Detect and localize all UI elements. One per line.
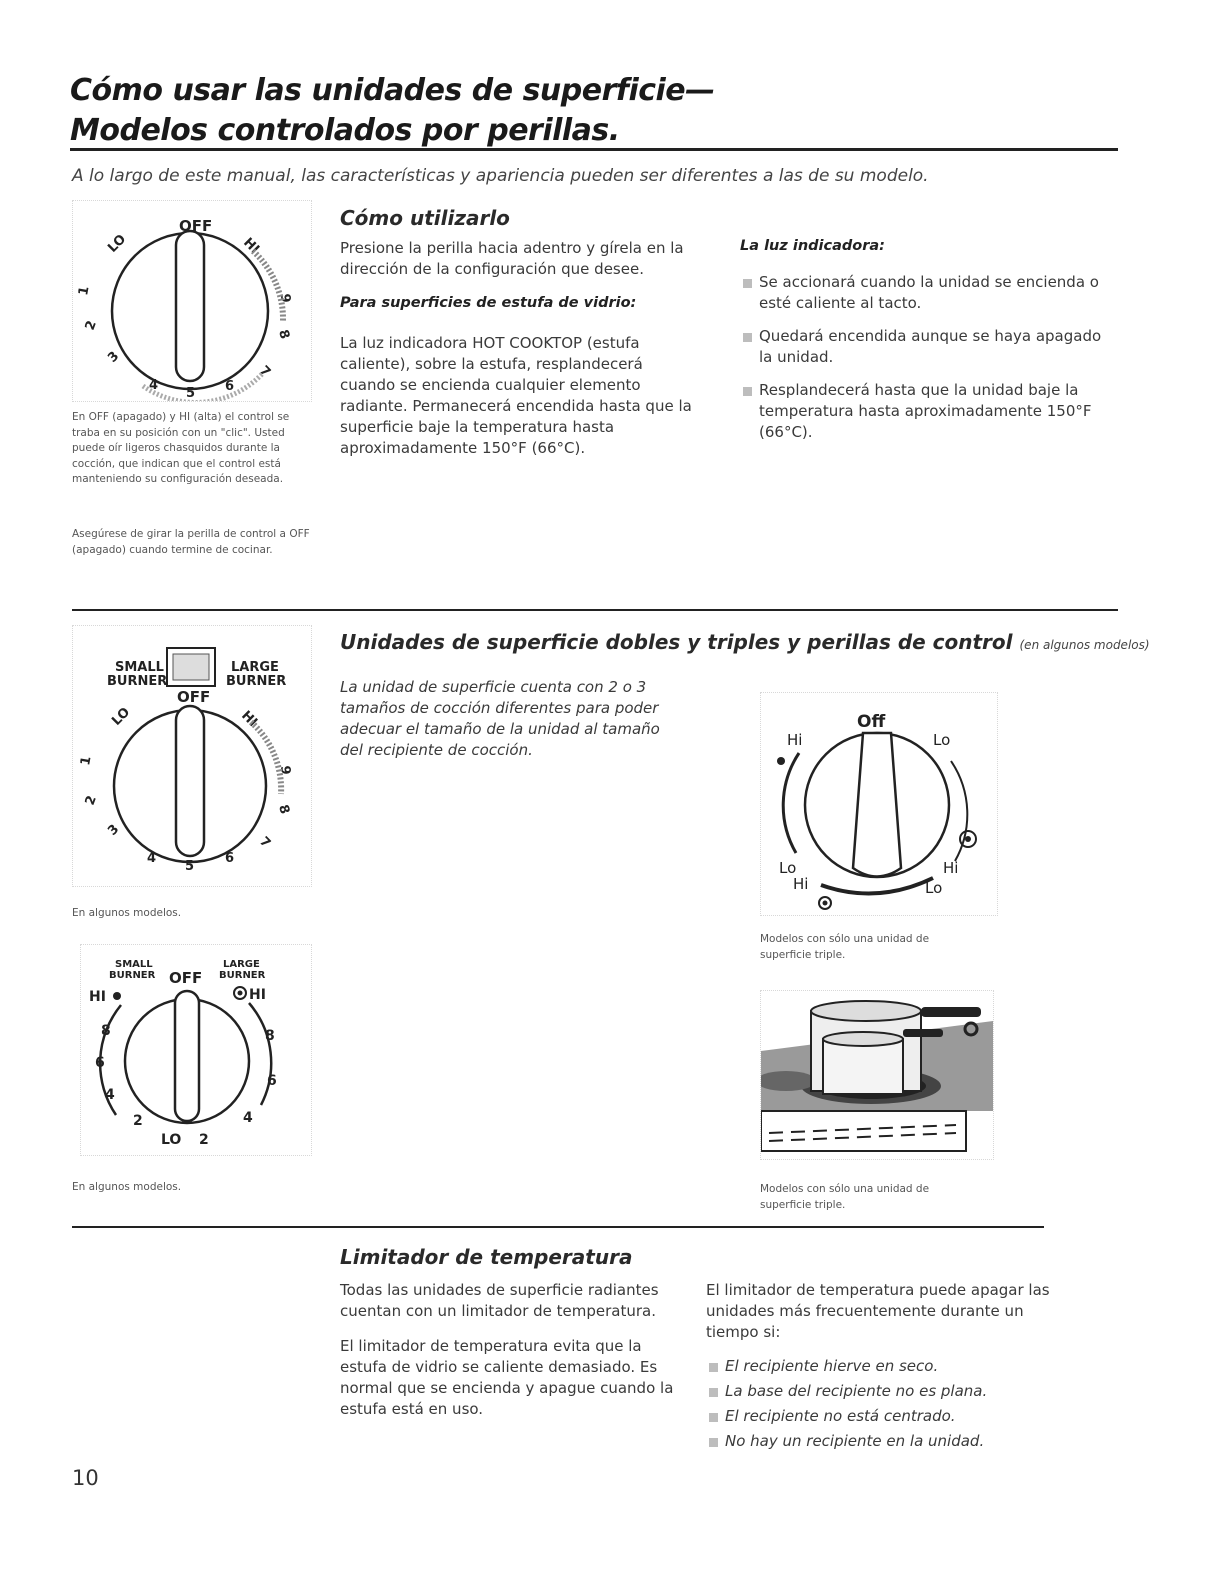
limiter-item: La base del recipiente no es plana. — [706, 1381, 1051, 1402]
dual-heading-text: Unidades de superficie dobles y triples y perillas de control — [340, 630, 1013, 654]
section-divider — [72, 1226, 1044, 1228]
lo-label: Lo — [933, 731, 951, 749]
glass-text: La luz indicadora HOT COOKTOP (estufa caliente), sobre la estufa, resplandecerá cuando se encienda cualquier elemento radiante. Permanecerá encendida hasta que la superficie baje la temperatura hasta aproximadamente 150°F (66°C). — [340, 334, 692, 457]
knob4-caption: Modelos con sólo una unidad de superficie triple. — [760, 933, 930, 961]
hi-label: HI — [240, 235, 262, 257]
how-to-text: Presione la perilla hacia adentro y gírela en la dirección de la configuración que desee. — [340, 239, 684, 278]
cookware-illustration — [760, 990, 994, 1160]
hi-label: Hi — [787, 731, 803, 749]
burner-label: BURNER — [219, 970, 266, 981]
left-num: 4 — [105, 1087, 115, 1103]
page-title-line2: Modelos controlados por perillas. — [70, 113, 620, 148]
page-number: 10 — [72, 1466, 99, 1490]
num-2: 2 — [82, 793, 100, 808]
lo-label: LO — [109, 704, 134, 729]
limiter-item: El recipiente no está centrado. — [706, 1406, 1051, 1427]
hi-label: HI — [238, 708, 260, 730]
indicator-item: Resplandecerá hasta que la unidad baje la temperatura hasta aproximadamente 150°F (66°C). — [740, 380, 1118, 443]
lo-right-label: Lo — [925, 879, 943, 897]
page-subtitle: A lo largo de este manual, las características y apariencia pueden ser diferentes a las de su modelo. — [72, 166, 929, 186]
control-knob-icon — [73, 201, 311, 401]
num-4: 4 — [147, 851, 157, 866]
right-num: 6 — [267, 1073, 277, 1089]
hi-right-label: HI — [249, 987, 266, 1003]
small-label: SMALL — [115, 959, 153, 970]
page-title-line1: Cómo usar las unidades de superficie— — [70, 73, 715, 108]
num-6: 6 — [225, 851, 235, 866]
lo-label: LO — [105, 231, 130, 256]
dual-knob-icon — [73, 626, 311, 886]
right-num: 8 — [265, 1028, 275, 1044]
num-7: 7 — [256, 363, 274, 381]
limiter-p3: El limitador de temperatura puede apagar las unidades más frecuentemente durante un tiempo si: — [706, 1281, 1050, 1341]
off-label: OFF — [177, 688, 211, 706]
burner-label: BURNER — [109, 970, 156, 981]
num-7: 7 — [256, 834, 274, 852]
num-8: 8 — [275, 328, 292, 341]
lo-label: LO — [161, 1132, 182, 1148]
num-9: 9 — [277, 293, 293, 304]
limiter-item: El recipiente hierve en seco. — [706, 1356, 1051, 1377]
small-label: SMALL — [115, 660, 164, 675]
cookware-caption: Modelos con sólo una unidad de superficie triple. — [760, 1183, 930, 1211]
indicator-item: Quedará encendida aunque se haya apagado la unidad. — [740, 326, 1118, 368]
right-num: 4 — [243, 1110, 253, 1126]
dual-heading-note: (en algunos modelos) — [1019, 638, 1150, 652]
off-label: OFF — [169, 969, 203, 987]
large-label: LARGE — [223, 959, 260, 970]
knob2-caption: En algunos modelos. — [72, 907, 182, 919]
num-3: 3 — [105, 821, 123, 839]
burner-label: BURNER — [226, 674, 287, 689]
knob1-caption-2: Asegúrese de girar la perilla de control a OFF (apagado) cuando termine de cocinar. — [72, 528, 310, 556]
limiter-p2: El limitador de temperatura evita que la estufa de vidrio se caliente demasiado. Es normal que se encienda y apague cuando la estufa está en uso. — [340, 1337, 674, 1418]
dual-text: La unidad de superficie cuenta con 2 o 3 tamaños de cocción diferentes para poder adecuar el tamaño de la unidad al tamaño del recipiente de cocción. — [340, 678, 660, 759]
title-rule — [70, 148, 1118, 151]
indicator-heading: La luz indicadora: — [740, 238, 885, 254]
lo-left-label: Lo — [779, 859, 797, 877]
burner-label: BURNER — [107, 674, 168, 689]
left-num: 8 — [101, 1023, 111, 1039]
knob-diagram-4 — [760, 692, 998, 916]
num-6: 6 — [225, 379, 235, 394]
indicator-list — [740, 272, 1118, 455]
off-label: Off — [857, 712, 886, 732]
triple-knob-icon — [761, 693, 997, 915]
large-label: LARGE — [231, 660, 279, 675]
num-1: 1 — [76, 285, 93, 297]
num-3: 3 — [105, 348, 123, 366]
glass-heading: Para superficies de estufa de vidrio: — [340, 295, 637, 311]
num-4: 4 — [149, 378, 159, 393]
section-divider — [72, 609, 1118, 611]
num-9: 9 — [277, 765, 293, 776]
hi-right-label: Hi — [943, 859, 959, 877]
knob3-caption: En algunos modelos. — [72, 1181, 182, 1193]
limiter-list — [706, 1356, 1051, 1456]
left-num: 6 — [95, 1055, 105, 1071]
how-to-heading: Cómo utilizarlo — [340, 206, 510, 230]
hi-left-label: HI — [89, 989, 106, 1005]
num-8: 8 — [275, 803, 292, 816]
right-num: 2 — [199, 1132, 209, 1148]
off-label: OFF — [179, 217, 213, 235]
dual-heading — [340, 630, 1150, 654]
knob1-caption-1: En OFF (apagado) y HI (alta) el control se traba en su posición con un "clic". Usted puede oír ligeros chasquidos durante la cocción, que indican que el control está manteniendo su configuración deseada. — [72, 411, 290, 485]
limiter-item: No hay un recipiente en la unidad. — [706, 1431, 1051, 1452]
num-2: 2 — [82, 318, 100, 333]
dual-knob-hi-icon — [81, 945, 311, 1155]
left-num: 2 — [133, 1113, 143, 1129]
limiter-heading: Limitador de temperatura — [340, 1245, 633, 1269]
pots-on-cooktop-icon — [761, 991, 993, 1159]
num-1: 1 — [78, 755, 95, 767]
hi-left-label: Hi — [793, 875, 809, 893]
num-5: 5 — [186, 386, 196, 401]
knob-diagram-2 — [72, 625, 312, 887]
knob-diagram-1 — [72, 200, 312, 402]
limiter-p1: Todas las unidades de superficie radiantes cuentan con un limitador de temperatura. — [340, 1281, 659, 1320]
knob-diagram-3 — [80, 944, 312, 1156]
indicator-item: Se accionará cuando la unidad se encienda o esté caliente al tacto. — [740, 272, 1118, 314]
num-5: 5 — [185, 859, 195, 874]
